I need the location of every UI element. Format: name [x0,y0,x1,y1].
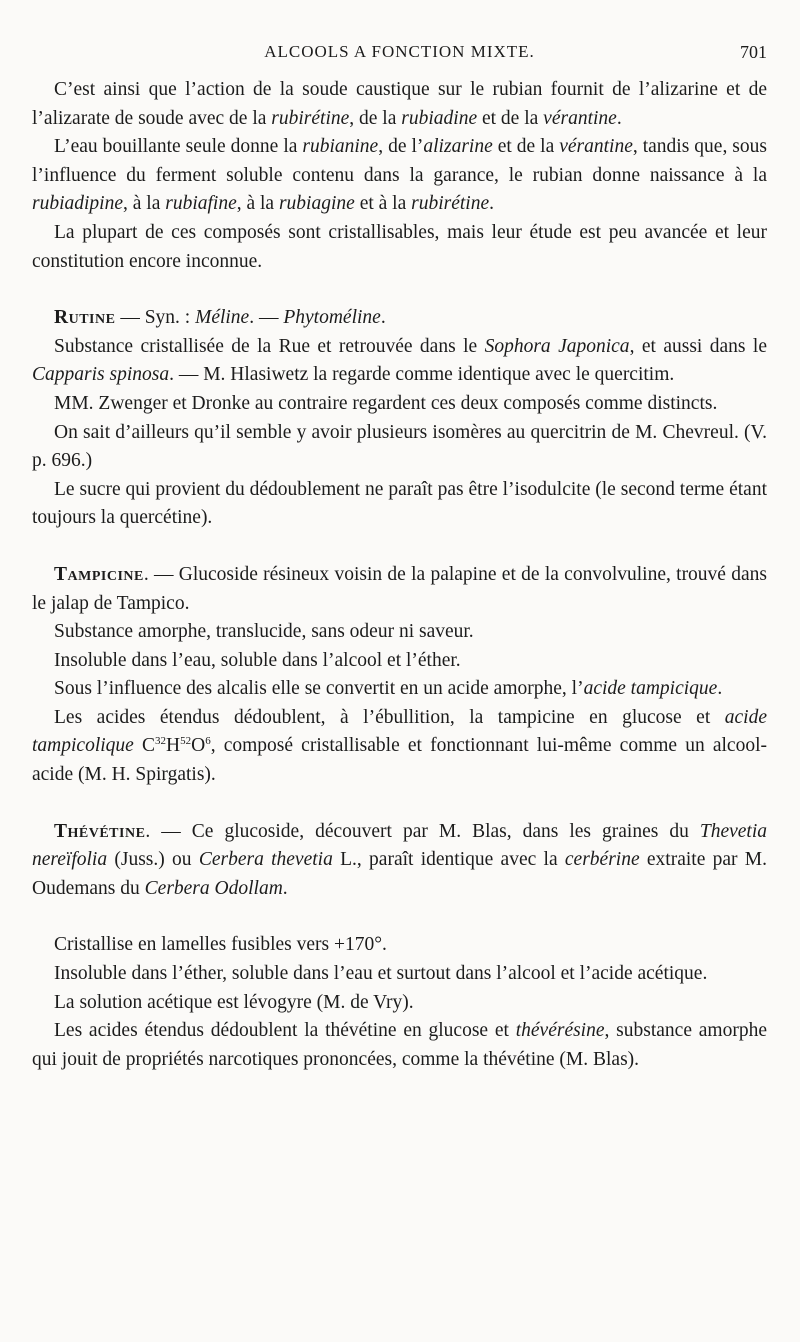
thevetine-paragraph-5: Les acides étendus dédoublent la thévétine en glucose et thévérésine, substance amorphe qui jouit de propriétés narcotiques prononcées, comme la thévétine (M. Blas). [32,1020,767,1070]
tampicine-paragraph-3: Insoluble dans l’eau, soluble dans l’alcool et l’éther. [54,649,461,671]
section-term-rutine: Rutine [54,307,116,329]
section-term-thevetine: Thévétine [54,820,146,842]
rutine-paragraph-5: Le sucre qui provient du dédoublement ne paraît pas être l’isodulcite (le second terme étant toujours la quercétine). [32,478,767,529]
thevetine-paragraph-4: La solution acétique est lévogyre (M. de Vry). [54,991,414,1013]
tampicine-paragraph-5: Les acides étendus dédoublent, à l’ébullition, la tampicine en glucose et acide tampicolique $C^{32}H^{52}O^6$, composé cristallisable et fonctionnant lui-même comme un alcool-acide (M. H. Spirgatis). [32,706,767,786]
thevetine-paragraph-2: Cristallise en lamelles fusibles vers +170°. [54,934,387,956]
page-header [32,42,767,68]
page-body [32,76,767,1074]
intro-paragraph-3: La plupart de ces composés sont cristallisables, mais leur étude est peu avancée et leur constitution encore inconnue. [32,221,767,272]
tampicine-heading-paragraph: Tampicine. — Glucoside résineux voisin de la palapine et de la convolvuline, trouvé dans le jalap de Tampico. [32,563,767,614]
page-number: 701 [740,42,767,62]
rutine-paragraph-4: On sait d’ailleurs qu’il semble y avoir plusieurs isomères au quercitrin de M. Chevreul. (V. p. 696.) [32,421,767,472]
thevetine-heading-paragraph: Thévétine. — Ce glucoside, découvert par M. Blas, dans les graines du Thevetia nereïfolia (Juss.) ou Cerbera thevetia L., paraît identique avec la cerbérine extraite par M. Oudemans du Cerbera Odollam. [32,820,768,899]
rutine-paragraph-3: MM. Zwenger et Dronke au contraire regardent ces deux composés comme distincts. [54,392,718,414]
tampicine-paragraph-4: Sous l’influence des alcalis elle se convertit en un acide amorphe, l’acide tampicique. [54,678,723,700]
rutine-heading-paragraph: Rutine — Syn. : Méline. — Phytoméline. [54,307,386,329]
rutine-paragraph-2: Substance cristallisée de la Rue et retrouvée dans le Sophora Japonica, et aussi dans le Capparis spinosa. — M. Hlasiwetz la regarde comme identique avec le quercitim. [32,335,767,386]
running-title: ALCOOLS A FONCTION MIXTE. [264,42,535,61]
thevetine-paragraph-3: Insoluble dans l’éther, soluble dans l’eau et surtout dans l’alcool et l’acide acétique. [54,963,708,985]
tampicine-paragraph-2: Substance amorphe, translucide, sans odeur ni saveur. [54,621,474,643]
intro-paragraph-1: C’est ainsi que l’action de la soude caustique sur le rubian fournit de l’alizarine et de l’alizarate de soude avec de la rubirétine, de la rubiadine et de la vérantine. [32,79,767,129]
section-term-tampicine: Tampicine [54,563,144,585]
intro-paragraph-2: L’eau bouillante seule donne la rubianine, de l’alizarine et de la vérantine, tandis que, sous l’influence du ferment soluble contenu dans la garance, le rubian donne naissance à la rubiadipine, à la rubiafine, à la rubiagine et à la rubirétine. [32,136,767,215]
chemical-formula: $C^{32}H^{52}O^6$ [141,735,211,757]
